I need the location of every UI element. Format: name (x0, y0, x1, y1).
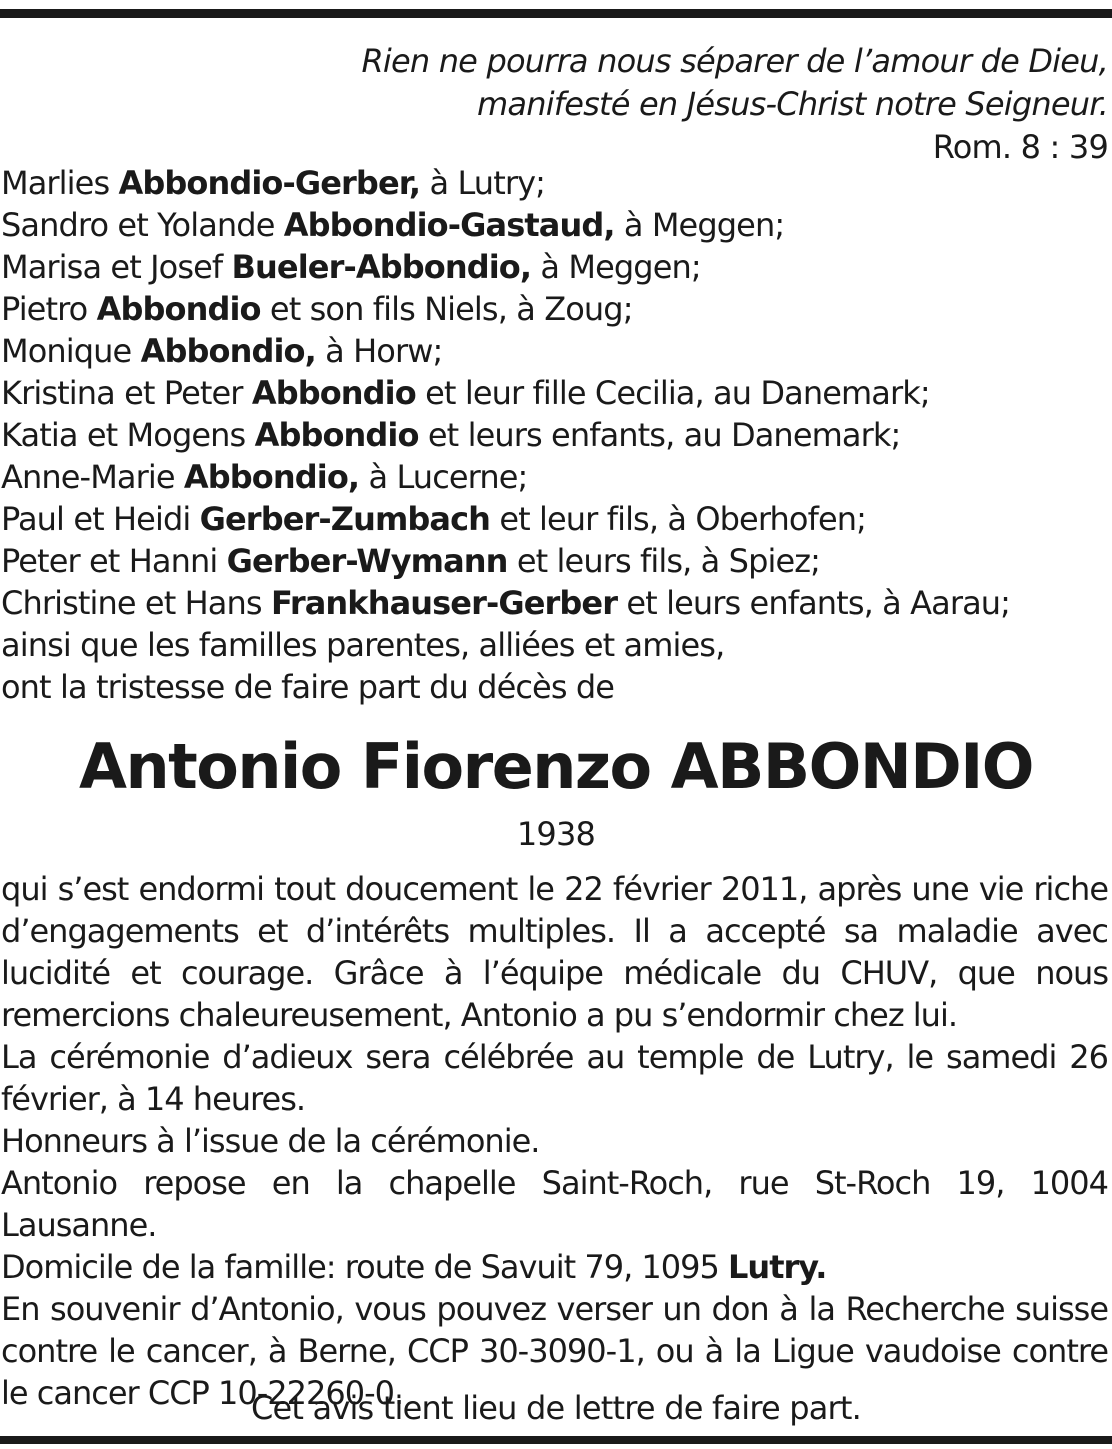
family-member-location: à Meggen; (614, 206, 785, 244)
family-member-location: à Horw; (315, 332, 443, 370)
family-member-first-names: Sandro et Yolande (1, 206, 284, 244)
obituary-body (1, 868, 1108, 1414)
family-member-surname: Gerber-Zumbach (199, 500, 491, 538)
family-member-location: et leur fils, à Oberhofen; (490, 500, 867, 538)
bottom-border-rule (0, 1436, 1112, 1444)
family-member-location: et leurs enfants, au Danemark; (418, 416, 901, 454)
family-member-line (1, 582, 1010, 624)
family-member-location: et leurs fils, à Spiez; (507, 542, 821, 580)
family-member-surname: Gerber-Wymann (226, 542, 508, 580)
family-list (1, 162, 1010, 708)
family-member-first-names: Monique (1, 332, 141, 370)
family-member-line (1, 456, 1010, 498)
family-member-surname: Bueler-Abbondio, (231, 248, 532, 286)
family-member-surname: Abbondio (96, 290, 261, 328)
epigraph (361, 40, 1108, 169)
deceased-name: Antonio Fiorenzo ABBONDIO (79, 730, 1033, 803)
family-member-first-names: Paul et Heidi (1, 500, 200, 538)
death-announcement-paragraph: qui s’est endormi tout doucement le 22 février 2011, après une vie riche d’engagements et d’intérêts multiples. Il a accepté sa maladie avec lucidité et courage. Grâce à l’équipe médicale du CHUV, que nous remercions chaleureusement, Antonio a pu s’endormir chez lui. (1, 870, 1108, 1034)
family-member-first-names: Marisa et Josef (1, 248, 232, 286)
closing-notice: Cet avis tient lieu de lettre de faire part. (250, 1389, 862, 1427)
family-member-surname: Abbondio (254, 416, 419, 454)
top-border-rule (0, 9, 1112, 18)
deceased-birth-year: 1938 (516, 815, 596, 853)
family-member-location: et leur fille Cecilia, au Danemark; (415, 374, 930, 412)
family-member-line (1, 372, 1010, 414)
family-member-location: à Lutry; (420, 164, 546, 202)
epigraph-line-1: Rien ne pourra nous séparer de l’amour de Dieu, (361, 42, 1108, 80)
domicile-address: Domicile de la famille: route de Savuit 79, 1095 (1, 1248, 729, 1286)
family-member-first-names: Marlies (1, 164, 119, 202)
family-member-surname: Abbondio, (183, 458, 360, 496)
family-member-first-names: Kristina et Peter (1, 374, 252, 412)
ceremony-paragraph: La cérémonie d’adieux sera célébrée au temple de Lutry, le samedi 26 février, à 14 heures. (1, 1038, 1108, 1118)
family-member-first-names: Pietro (1, 290, 97, 328)
family-member-surname: Abbondio-Gastaud, (283, 206, 615, 244)
family-member-first-names: Peter et Hanni (1, 542, 227, 580)
family-member-line (1, 288, 1010, 330)
family-member-line (1, 540, 1010, 582)
donation-paragraph: En souvenir d’Antonio, vous pouvez verser un don à la Recherche suisse contre le cancer, à Berne, CCP 30-3090-1, ou à la Ligue vaudoise contre le cancer CCP 10-22260-0. (1, 1290, 1108, 1412)
family-member-line (1, 204, 1010, 246)
family-member-line (1, 162, 1010, 204)
family-member-line (1, 246, 1010, 288)
family-member-surname: Abbondio (251, 374, 416, 412)
family-member-first-names: Christine et Hans (1, 584, 271, 622)
family-member-line (1, 498, 1010, 540)
family-closing-line-2: ont la tristesse de faire part du décès de (1, 668, 615, 706)
family-member-surname: Frankhauser-Gerber (270, 584, 618, 622)
family-member-line (1, 330, 1010, 372)
family-member-line (1, 414, 1010, 456)
family-domicile-paragraph (1, 1246, 1108, 1288)
resting-place-paragraph: Antonio repose en la chapelle Saint-Roch, rue St-Roch 19, 1004 Lausanne. (1, 1164, 1108, 1244)
family-member-location: à Meggen; (531, 248, 701, 286)
family-member-first-names: Anne-Marie (1, 458, 184, 496)
honours-paragraph: Honneurs à l’issue de la cérémonie. (1, 1122, 540, 1160)
family-member-surname: Abbondio-Gerber, (118, 164, 421, 202)
epigraph-reference: Rom. 8 : 39 (932, 128, 1108, 166)
epigraph-line-2: manifesté en Jésus-Christ notre Seigneur. (477, 85, 1108, 123)
family-member-location: et leurs enfants, à Aarau; (617, 584, 1011, 622)
family-member-first-names: Katia et Mogens (1, 416, 255, 454)
family-closing-line-1: ainsi que les familles parentes, alliées et amies, (1, 626, 725, 664)
family-member-surname: Abbondio, (140, 332, 316, 370)
domicile-city: Lutry. (728, 1248, 827, 1286)
family-member-location: et son fils Niels, à Zoug; (260, 290, 633, 328)
family-member-location: à Lucerne; (359, 458, 528, 496)
